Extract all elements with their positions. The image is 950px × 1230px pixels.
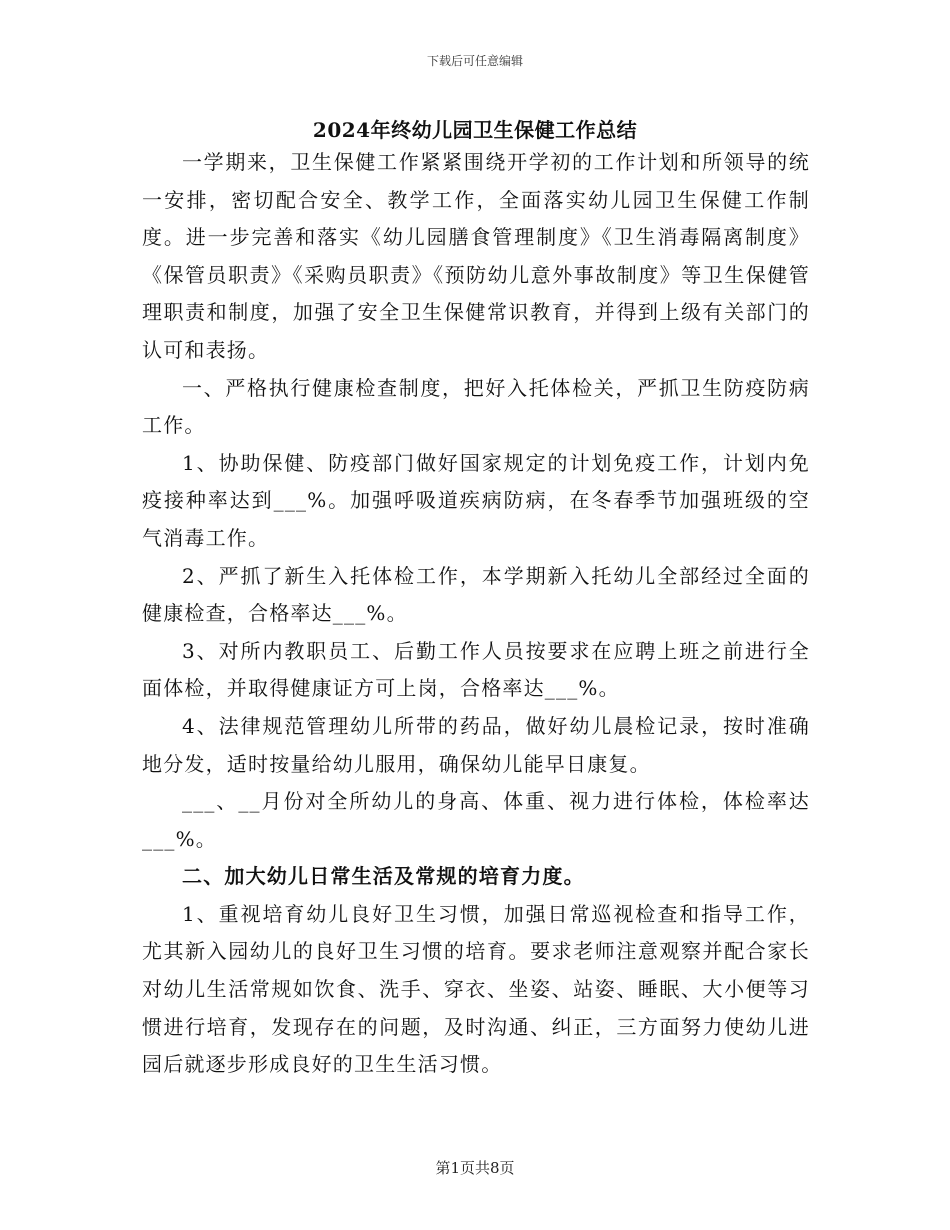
paragraph-item-1-2: 2、严抓了新生入托体检工作，本学期新入托幼儿全部经过全面的健康检查，合格率达___%。 — [142, 563, 810, 626]
section-heading-2: 二、加大幼儿日常生活及常规的培育力度。 — [182, 864, 585, 889]
section-heading-1: 一、严格执行健康检查制度，把好入托体检关，严抓卫生防疫防病工作。 — [142, 375, 810, 438]
header-note: 下载后可任意编辑 — [426, 54, 523, 68]
paragraph-item-1-1: 1、协助保健、防疫部门做好国家规定的计划免疫工作，计划内免疫接种率达到___%。加强呼吸道疾病防病，在冬春季节加强班级的空气消毒工作。 — [142, 450, 810, 550]
paragraph-item-1-5: ___、__月份对全所幼儿的身高、体重、视力进行体检，体检率达___%。 — [142, 789, 810, 851]
paragraph-intro: 一学期来，卫生保健工作紧紧围绕开学初的工作计划和所领导的统一安排，密切配合安全、教学工作，全面落实幼儿园卫生保健工作制度。进一步完善和落实《幼儿园膳食管理制度》《卫生消毒隔离制度》《保管员职责》《采购员职责》《预防幼儿意外事故制度》等卫生保健管理职责和制度，加强了安全卫生保健常识教育，并得到上级有关部门的认可和表扬。 — [142, 150, 810, 362]
document-title: 2024年终幼儿园卫生保健工作总结 — [312, 118, 638, 142]
page-number: 第1页共8页 — [435, 1159, 515, 1177]
paragraph-item-1-4: 4、法律规范管理幼儿所带的药品，做好幼儿晨检记录，按时准确地分发，适时按量给幼儿服用，确保幼儿能早日康复。 — [142, 713, 810, 776]
document-body — [142, 144, 810, 1084]
paragraph-item-2-1: 1、重视培育幼儿良好卫生习惯，加强日常巡视检查和指导工作，尤其新入园幼儿的良好卫生习惯的培育。要求老师注意观察并配合家长对幼儿生活常规如饮食、洗手、穿衣、坐姿、站姿、睡眠、大小便等习惯进行培育，发现存在的问题，及时沟通、纠正，三方面努力使幼儿进园后就逐步形成良好的卫生生活习惯。 — [142, 901, 810, 1077]
paragraph-item-1-3: 3、对所内教职员工、后勤工作人员按要求在应聘上班之前进行全面体检，并取得健康证方可上岗，合格率达___%。 — [142, 638, 810, 701]
